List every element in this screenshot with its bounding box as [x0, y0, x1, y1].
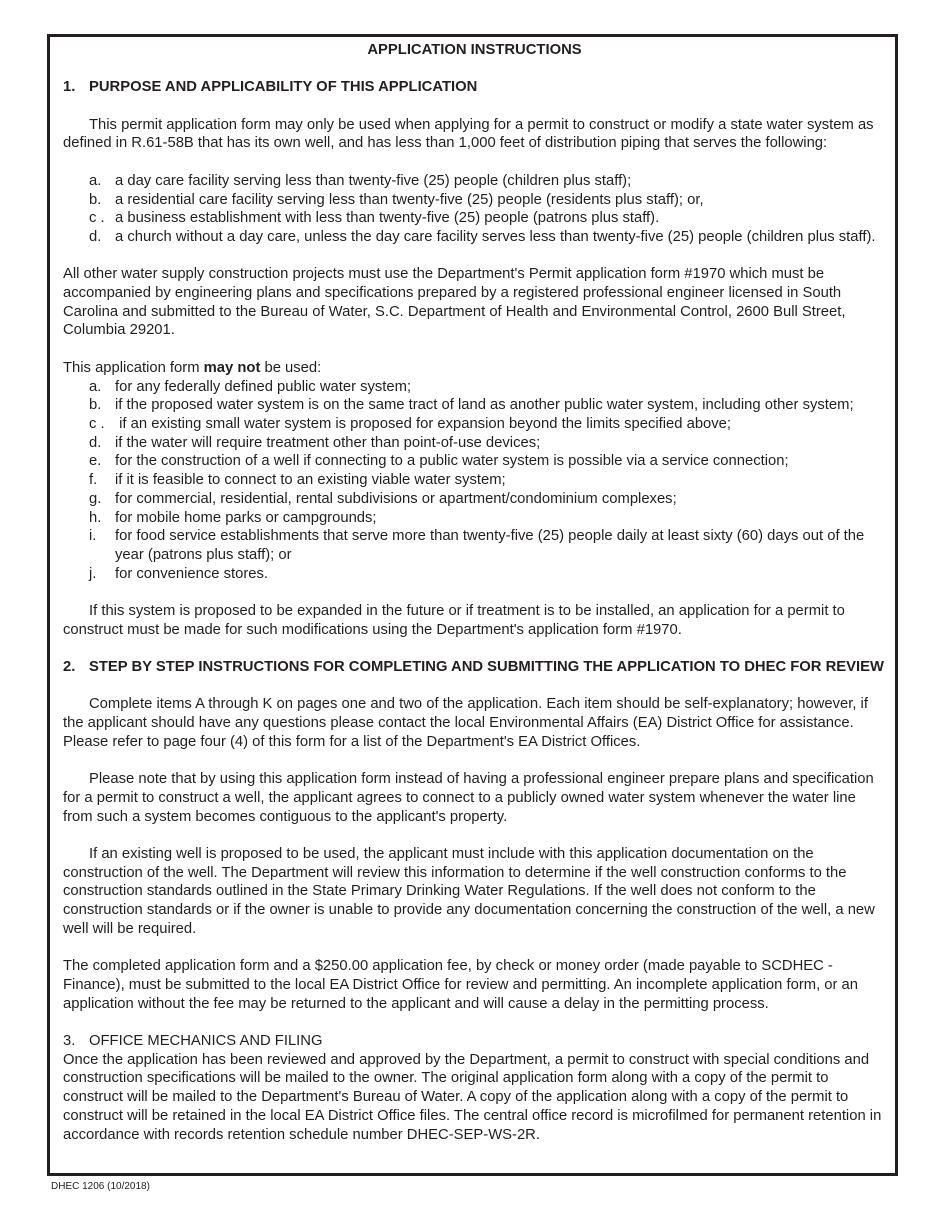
- list-item: d. if the water will require treatment other than point-of-use devices;: [89, 434, 541, 451]
- list-item: f. if it is feasible to connect to an existing viable water system;: [89, 472, 506, 489]
- section-1-intro: This permit application form may only be used when applying for a permit to construct or modify a state water system as defined in R.61-58B that has its own well, and has less than 1,000 feet of distribution piping that serves the following:: [63, 116, 874, 152]
- section-2-number: 2.: [63, 659, 76, 676]
- section-2-paragraph-2: Please note that by using this application form instead of having a professional engineer prepare plans and specification for a permit to construct a well, the applicant agrees to connect to a publicly owned water system whenever the water line from such a system becomes contiguous to the applicant's property.: [63, 771, 874, 825]
- section-3-title: OFFICE MECHANICS AND FILING: [89, 1033, 323, 1050]
- list-item: j. for convenience stores.: [89, 565, 268, 582]
- section-2-paragraph-4: The completed application form and a $250.00 application fee, by check or money order (made payable to SCDHEC - Finance), must be submitted to the local EA District Office for review and permitting. An incomplete application form, or an application without the fee may be returned to the applicant and will cause a delay in the permitting process.: [63, 958, 859, 1012]
- list-item: g. for commercial, residential, rental subdivisions or apartment/condominium complexes;: [89, 490, 677, 507]
- other-projects-paragraph: All other water supply construction projects must use the Department's Permit application form #1970 which must be accompanied by engineering plans and specifications prepared by a registered professional engineer licensed in South Carolina and submitted to the Bureau of Water, S.C. Department of Health and Environmental Control, 2600 Bull Street, Columbia 29201.: [63, 266, 846, 339]
- section-3-paragraph: Once the application has been reviewed and approved by the Department, a permit to construct with special conditions and construction specifications will be mailed to the owner. The original application form along with a copy of the permit to construct will be mailed to the Department's Bureau of Water. A copy of the application along with a copy of the permit to construct will be retained in the local EA District Office files. The central office record is microfilmed for permanent retention in accordance with records retention schedule number DHEC-SEP-WS-2R.: [63, 1051, 882, 1143]
- section-2-title: STEP BY STEP INSTRUCTIONS FOR COMPLETING AND SUBMITTING THE APPLICATION TO DHEC FOR REVIEW: [89, 659, 884, 676]
- list-item: b. a residential care facility serving less than twenty-five (25) people (residents plus staff); or,: [89, 191, 704, 208]
- not-allowed-uses-list: [63, 378, 886, 584]
- list-item: a. a day care facility serving less than twenty-five (25) people (children plus staff);: [89, 172, 632, 189]
- section-2-heading: [63, 658, 886, 677]
- expansion-paragraph: If this system is proposed to be expanded in the future or if treatment is to be installed, an application for a permit to construct must be made for such modifications using the Department's application form #1970.: [63, 603, 845, 638]
- section-2-paragraph-1: Complete items A through K on pages one and two of the application. Each item should be self-explanatory; however, if the applicant should have any questions please contact the local Environmental Affairs (EA) District Office for assistance. Please refer to page four (4) of this form for a list of the Department's EA District Offices.: [63, 696, 868, 750]
- list-item: a. for any federally defined public water system;: [89, 378, 412, 395]
- list-item: b. if the proposed water system is on the same tract of land as another public water system, including other system;: [89, 397, 854, 414]
- section-1-title: PURPOSE AND APPLICABILITY OF THIS APPLICATION: [89, 79, 478, 96]
- list-item: i. for food service establishments that serve more than twenty-five (25) people daily at least sixty (60) days out of the year (patrons plus staff); or: [89, 528, 865, 563]
- instructions-body: [63, 37, 886, 1144]
- allowed-uses-list: [63, 172, 886, 247]
- list-item: h. for mobile home parks or campgrounds;: [89, 509, 377, 526]
- list-item: d. a church without a day care, unless the day care facility serves less than twenty-five (25) people (children plus staff).: [89, 228, 876, 245]
- section-3-heading: [63, 1032, 886, 1051]
- list-item: e. for the construction of a well if connecting to a public water system is possible via a service connection;: [89, 453, 789, 470]
- section-3-number: 3.: [63, 1033, 76, 1050]
- page-frame: [47, 34, 898, 1176]
- section-2-paragraph-3: If an existing well is proposed to be used, the applicant must include with this application documentation on the construction of the well. The Department will review this information to determine if the well construction conforms to the construction standards outlined in the State Primary Drinking Water Regulations. If the well does not conform to the construction standards or if the owner is unable to provide any documentation concerning the construction of the well, a new well will be required.: [63, 846, 875, 937]
- list-item: c . a business establishment with less than twenty-five (25) people (patrons plus staff).: [89, 210, 660, 227]
- form-number: DHEC 1206 (10/2018): [51, 1181, 150, 1192]
- list-item: c . if an existing small water system is proposed for expansion beyond the limits specified above;: [89, 415, 732, 432]
- not-used-intro: This application form may not be used:: [63, 359, 322, 376]
- section-1-heading: [63, 78, 886, 97]
- section-1-number: 1.: [63, 79, 76, 96]
- page-title: APPLICATION INSTRUCTIONS: [367, 42, 582, 58]
